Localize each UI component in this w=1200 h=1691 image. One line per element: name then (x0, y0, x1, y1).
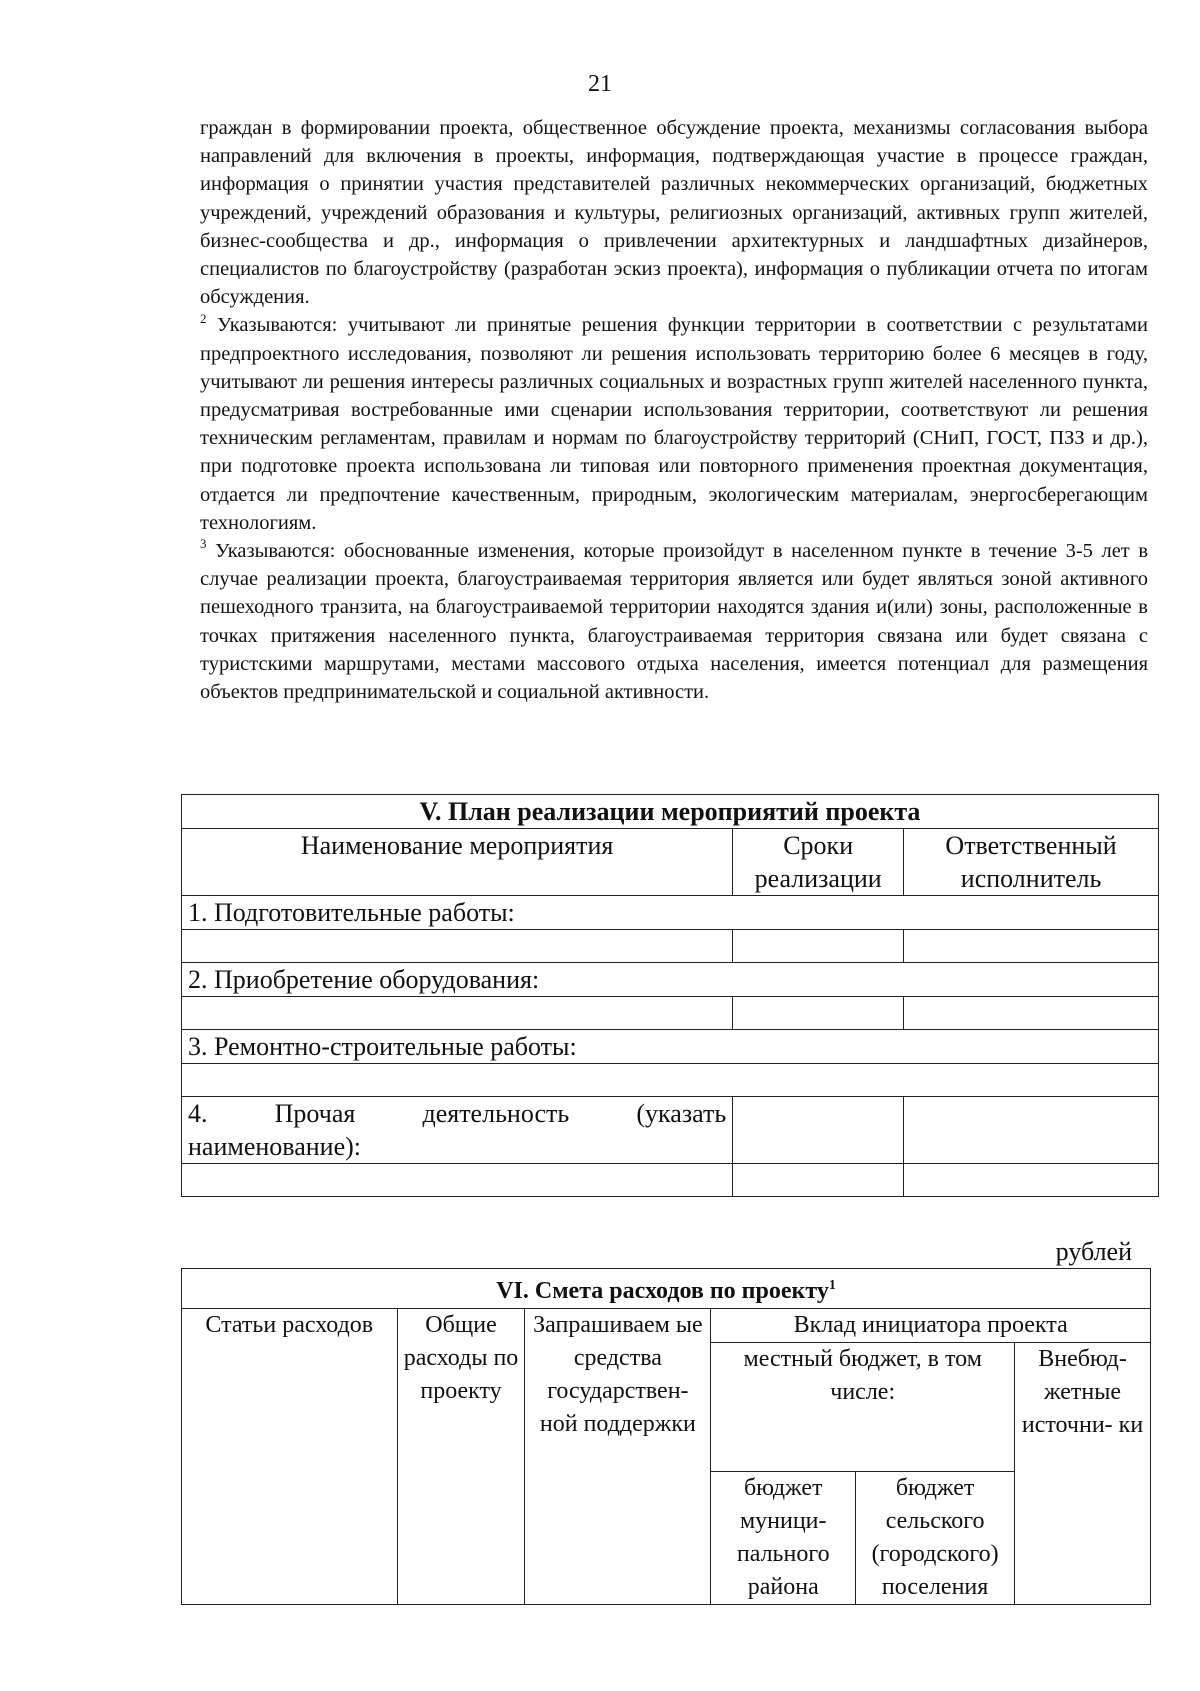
budget-col-initiator: Вклад инициатора проекта (711, 1309, 1151, 1343)
note-2 (200, 311, 1148, 537)
plan-blank-row (182, 997, 1159, 1030)
budget-col-municipal: бюджет муници- пального района (711, 1472, 856, 1605)
plan-header-row (182, 829, 1159, 896)
note-3 (200, 537, 1148, 706)
plan-col-terms-line1: Сроки (783, 831, 854, 860)
budget-title-text: VI. Смета расходов по проекту (496, 1278, 829, 1304)
plan-col-terms (733, 829, 904, 896)
note-3-mark: 3 (200, 536, 207, 552)
plan-blank-row (182, 1164, 1159, 1197)
page-number: 21 (588, 71, 612, 97)
plan-section-3: 3. Ремонтно-строительные работы: (182, 1030, 1159, 1064)
budget-table (181, 1268, 1151, 1605)
budget-table-title (182, 1269, 1151, 1309)
plan-col-responsible (904, 829, 1159, 896)
budget-col-settlement: бюджет сельского (городского) поселения (856, 1472, 1015, 1605)
budget-title-mark: 1 (828, 1278, 836, 1293)
footnotes (200, 114, 1148, 706)
plan-section-1: 1. Подготовительные работы: (182, 896, 1159, 930)
budget-col-local-budget: местный бюджет, в том числе: (711, 1343, 1015, 1472)
plan-col-event: Наименование мероприятия (182, 829, 733, 896)
budget-col-items: Статьи расходов (182, 1309, 398, 1605)
plan-section-4-line1: 4. Прочая деятельность (указать (188, 1099, 727, 1128)
budget-col-requested: Запрашиваем ые средства государствен- ной поддержки (525, 1309, 711, 1605)
budget-col-total: Общие расходы по проекту (397, 1309, 525, 1605)
currency-unit: рублей (1055, 1237, 1132, 1266)
plan-table-title: V. План реализации мероприятий проекта (182, 795, 1159, 829)
plan-section-4-line2: наименование): (188, 1132, 361, 1161)
plan-blank-row (182, 930, 1159, 963)
plan-col-resp-line2: исполнитель (960, 864, 1102, 893)
note-3-text: Указываются: обоснованные изменения, которые произойдут в населенном пункте в течение 3-5 лет в случае реализации проекта, благоустраиваемая территория является или будет являться зоной активного пешеходного транзита, на благоустраиваемой территории находятся здания и(или) зоны, расположенные в точках притяжения населенного пункта, благоустраиваемая территория связана или будет связана с туристскими маршрутами, местами массового отдыха населения, имеется потенциал для размещения объектов предпринимательской и социальной активности. (200, 540, 1149, 704)
plan-section-2: 2. Приобретение оборудования: (182, 963, 1159, 997)
note-2-text: Указываются: учитывают ли принятые решения функции территории в соответствии с результатами предпроектного исследования, позволяют ли решения использовать территорию более 6 месяцев в году, учитывают ли решения интересы различных социальных и возрастных групп жителей населенного пункта, предусматривая востребованные ими сценарии использования территории, соответствуют ли решения техническим регламентам, правилам и нормам по благоустройству территорий (СНиП, ГОСТ, ПЗЗ и др.), при подготовке проекта использована ли типовая или повторного применения проектная документация, отдается ли предпочтение качественным, природным, экологическим материалам, энергосберегающим технологиям. (200, 314, 1148, 534)
plan-section-4 (182, 1097, 733, 1164)
plan-blank-row (182, 1064, 1159, 1097)
plan-col-resp-line1: Ответственный (945, 831, 1117, 860)
plan-section-4-row (182, 1097, 1159, 1164)
plan-table (181, 794, 1159, 1197)
note-2-mark: 2 (200, 310, 207, 326)
budget-col-extrabudget: Внебюд- жетные источни- ки (1015, 1343, 1151, 1605)
plan-col-terms-line2: реализации (754, 864, 882, 893)
note-continuation: граждан в формировании проекта, общественное обсуждение проекта, механизмы согласования выбора направлений для включения в проекты, информация, подтверждающая участие в процессе граждан, информация о принятии участия представителей различных некоммерческих организаций, бюджетных учреждений, учреждений образования и культуры, религиозных организаций, активных групп жителей, бизнес-сообщества и др., информация о привлечении архитектурных и ландшафтных дизайнеров, специалистов по благоустройству (разработан эскиз проекта), информация о публикации отчета по итогам обсуждения. (200, 117, 1148, 309)
